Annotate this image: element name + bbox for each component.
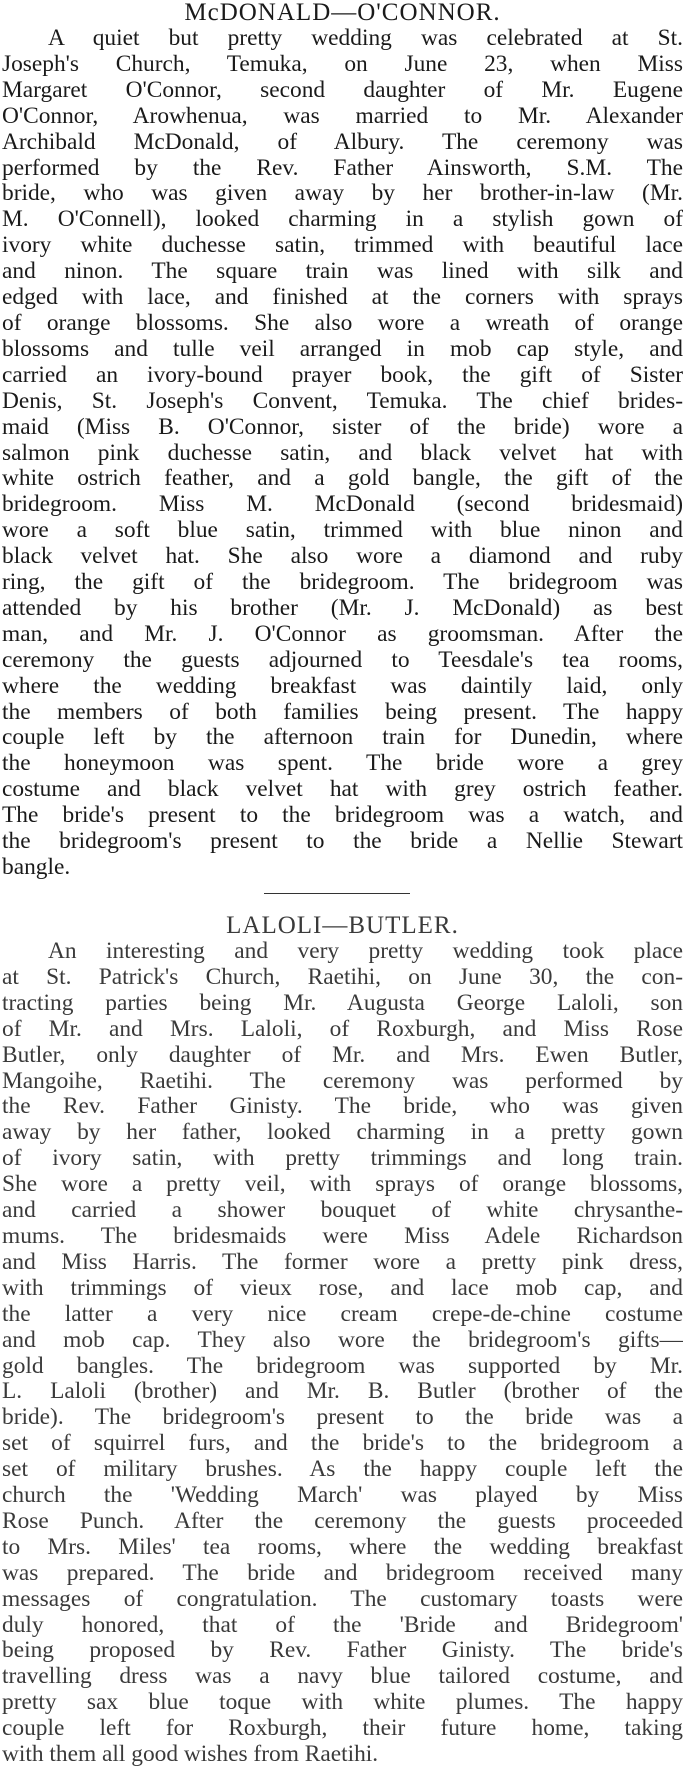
article-headline: LALOLI—BUTLER. [226,912,459,939]
article-line: being proposed by Rev. Father Ginisty. The bride's [2,1637,683,1664]
article-line: of ivory satin, with pretty trimmings and long train. [2,1145,683,1172]
article-line: the members of both families being present. The happy [2,698,683,725]
article-line: ivory white duchesse satin, trimmed with beautiful lace [2,232,683,259]
article-line: of orange blossoms. She also wore a wreath of orange [2,309,683,336]
article-line: bridegroom. Miss M. McDonald (second bridesmaid) [2,491,683,518]
article-line: with them all good wishes from Raetihi. [2,1741,379,1768]
article-line: carried an ivory-bound prayer book, the gift of Sister [2,361,683,388]
article-line: was prepared. The bride and bridegroom received many [2,1559,683,1586]
article-line: couple left for Roxburgh, their future home, taking [2,1715,683,1742]
article-line: with trimmings of vieux rose, and lace mob cap, and [2,1274,683,1301]
article-line: couple left by the afternoon train for Dunedin, where [2,724,683,751]
article-line: Mangoihe, Raetihi. The ceremony was performed by [2,1067,683,1094]
article-line: edged with lace, and finished at the corners with sprays [2,284,683,311]
article-line: the honeymoon was spent. The bride wore a grey [2,750,683,777]
article-line: blossoms and tulle veil arranged in mob cap style, and [2,335,683,362]
article-line: Rose Punch. After the ceremony the guests proceeded [2,1507,683,1534]
article-line: of Mr. and Mrs. Laloli, of Roxburgh, and Miss Rose [2,1015,683,1042]
article-line: white ostrich feather, and a gold bangle, the gift of the [2,465,683,492]
article-headline: McDONALD—O'CONNOR. [184,0,501,26]
article-line: set of military brushes. As the happy couple left the [2,1456,683,1483]
article-line: the Rev. Father Ginisty. The bride, who was given [2,1093,683,1120]
article-line: She wore a pretty veil, with sprays of orange blossoms, [2,1171,683,1198]
article-line: ring, the gift of the bridegroom. The bridegroom was [2,569,683,596]
article-line: and carried a shower bouquet of white chrysanthe- [2,1197,683,1224]
article-line: maid (Miss B. O'Connor, sister of the bride) wore a [2,413,683,440]
article-laloli-butler [2,913,683,1768]
article-line: attended by his brother (Mr. J. McDonald) as best [2,594,683,621]
article-line: The bride's present to the bridegroom was a watch, and [2,802,683,829]
article-line: duly honored, that of the 'Bride and Bridegroom' [2,1611,683,1638]
article-line: and ninon. The square train was lined with silk and [2,258,683,285]
article-line: bride). The bridegroom's present to the bride was a [2,1404,683,1431]
article-line: Joseph's Church, Temuka, on June 23, when Miss [2,50,683,77]
article-line: where the wedding breakfast was daintily laid, only [2,672,683,699]
article-line: Denis, St. Joseph's Convent, Temuka. The chief brides- [2,387,683,414]
article-line: man, and Mr. J. O'Connor as groomsman. After the [2,620,683,647]
article-line: An interesting and very pretty wedding took place [48,938,683,964]
article-line: bride, who was given away by her brother-in-law (Mr. [2,180,683,207]
article-line: the bridegroom's present to the bride a Nellie Stewart [2,828,683,855]
article-body [2,939,683,1768]
article-line: costume and black velvet hat with grey ostrich feather. [2,776,683,803]
article-line: wore a soft blue satin, trimmed with blue ninon and [2,517,683,544]
article-line: Archibald McDonald, of Albury. The ceremony was [2,128,683,155]
article-line: away by her father, looked charming in a pretty gown [2,1119,683,1146]
article-line: the latter a very nice cream crepe-de-chine costume [2,1300,683,1327]
article-line: and mob cap. They also wore the bridegroom's gifts— [2,1326,683,1353]
article-line: Margaret O'Connor, second daughter of Mr. Eugene [2,76,683,103]
article-line: pretty sax blue toque with white plumes. The happy [2,1689,683,1716]
article-line: Butler, only daughter of Mr. and Mrs. Ewen Butler, [2,1041,683,1068]
article-line: and Miss Harris. The former wore a pretty pink dress, [2,1248,683,1275]
article-line: gold bangles. The bridegroom was supported by Mr. [2,1352,683,1379]
article-line: salmon pink duchesse satin, and black velvet hat with [2,439,683,466]
article-body [2,26,683,881]
article-line: bangle. [2,854,71,880]
article-line: church the 'Wedding March' was played by Miss [2,1482,683,1509]
article-line: black velvet hat. She also wore a diamond and ruby [2,543,683,570]
article-line: L. Laloli (brother) and Mr. B. Butler (brother of the [2,1378,683,1405]
article-line: ceremony the guests adjourned to Teesdale's tea rooms, [2,646,683,673]
article-mcdonald-oconnor [2,0,683,881]
article-line: performed by the Rev. Father Ainsworth, S.M. The [2,154,683,181]
article-line: mums. The bridesmaids were Miss Adele Richardson [2,1222,683,1249]
article-line: A quiet but pretty wedding was celebrated at St. [48,25,683,51]
article-line: travelling dress was a navy blue tailored costume, and [2,1663,683,1690]
article-line: tracting parties being Mr. Augusta George Laloli, son [2,989,683,1016]
article-line: O'Connor, Arowhenua, was married to Mr. Alexander [2,102,683,129]
article-line: set of squirrel furs, and the bride's to the bridegroom a [2,1430,683,1457]
section-divider [264,893,410,894]
article-line: messages of congratulation. The customary toasts were [2,1585,683,1612]
article-line: at St. Patrick's Church, Raetihi, on June 30, the con- [2,963,683,990]
article-line: to Mrs. Miles' tea rooms, where the wedding breakfast [2,1533,683,1560]
article-line: M. O'Connell), looked charming in a stylish gown of [2,206,683,233]
